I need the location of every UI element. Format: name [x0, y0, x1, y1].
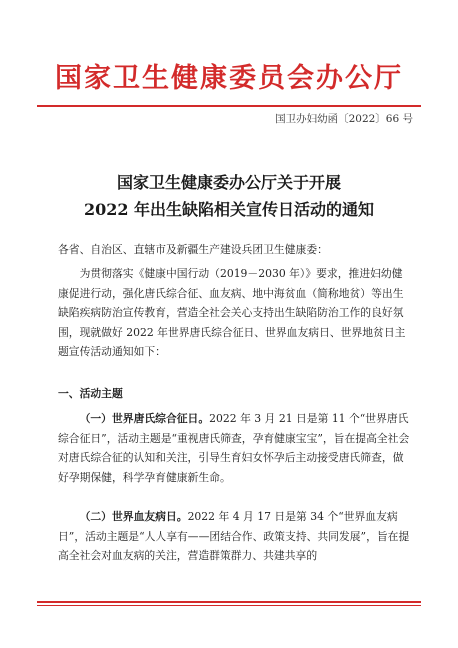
section-heading: 一、活动主题	[58, 387, 123, 400]
item-body: 2022 年 4 月 17 日是第 34 个“世界血友病日”，活动主题是“人人享有——团结合作、政策支持、共同发展”，旨在提高全社会对血友病的关注，营造群策群力、共建共享的	[58, 510, 410, 563]
header-divider	[37, 105, 421, 107]
item-down-syndrome-day	[58, 409, 412, 487]
intro-paragraph	[58, 264, 412, 362]
footer-divider-thin	[37, 605, 421, 606]
issuing-organization: 国家卫生健康委员会办公厅	[55, 63, 403, 94]
document-title-line-1: 国家卫生健康委办公厅关于开展	[116, 173, 341, 192]
salutation: 各省、自治区、直辖市及新疆生产建设兵团卫生健康委：	[58, 243, 328, 256]
item-hemophilia-day	[58, 507, 412, 566]
item-lead: （一）世界唐氏综合征日。	[79, 412, 210, 425]
intro-paragraph-text: 为贯彻落实《健康中国行动（2019－2030 年）》要求，推进妇幼健康促进行动，强化唐氏综合征、血友病、地中海贫血（简称地贫）等出生缺陷疾病防治宣传教育，营造全社会关心支持出生缺陷防治工作的良好氛围，现就做好 2022 年世界唐氏综合征日、世界血友病日、世界地贫日主题宣传活动通知如下：	[58, 267, 406, 359]
document-number: 国卫办妇幼函〔2022〕66 号	[275, 113, 413, 125]
item-body: 2022 年 3 月 21 日是第 11 个“世界唐氏综合征日”，活动主题是“重视唐氏筛查，孕育健康宝宝”，旨在提高全社会对唐氏综合征的认知和关注，引导生育妇女怀孕后主动接受唐氏筛查，做好孕期保健，科学孕育健康新生命。	[58, 412, 410, 484]
document-title-line-2: 2022 年出生缺陷相关宣传日活动的通知	[83, 200, 375, 219]
footer-divider	[37, 601, 421, 603]
item-lead: （二）世界血友病日。	[79, 510, 188, 523]
